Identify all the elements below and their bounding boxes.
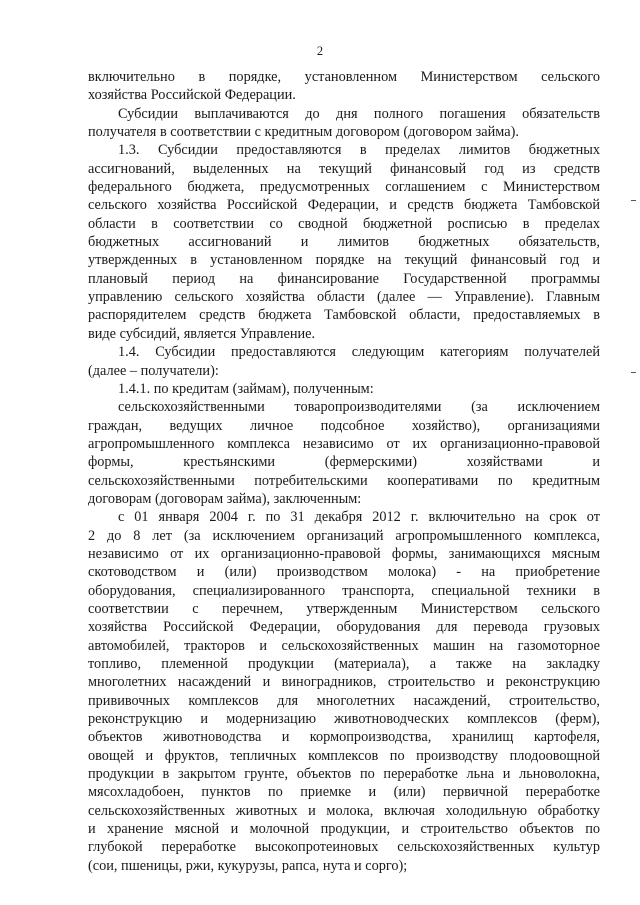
text-line: получателя в соответствии с кредитным договором (договором займа). (88, 124, 519, 141)
text-line: оборудования, специализированного транспорта, специальной техники в (88, 582, 600, 599)
text-line: объектов животноводства и кормопроизводства, хранилищ картофеля, (88, 729, 600, 746)
text-line: сельскохозяйственными товаропроизводителями (за исключением (118, 399, 600, 416)
text-line: сельскохозяйственных животных и молока, включая холодильную обработку (88, 802, 600, 819)
text-line: соответствии с перечнем, утвержденным Министерством сельского (88, 600, 600, 617)
text-line: (далее – получатели): (88, 362, 219, 379)
text-line: утвержденных в установленном порядке на текущий финансовый год и (88, 252, 600, 269)
text-line: 1.4.1. по кредитам (займам), полученным: (118, 380, 374, 397)
body-text (88, 68, 600, 875)
text-line: и хранение мясной и молочной продукции, и строительство объектов по (88, 821, 600, 838)
text-line: бюджетных ассигнований и лимитов бюджетных обязательств, (88, 234, 600, 251)
text-line: скотоводством и (или) производством молока) - на приобретение (88, 564, 600, 581)
text-line: сельского хозяйства Российской Федерации, и средств бюджета Тамбовской (88, 197, 600, 214)
text-line: топливо, племенной продукции (материала), а также на закладку (88, 656, 600, 672)
text-line: плановый период на финансирование Государственной программы (88, 270, 600, 287)
text-line: федерального бюджета, предусмотренных соглашением с Министерством (88, 179, 600, 196)
text-line: включительно в порядке, установленном Министерством сельского (88, 69, 600, 85)
page-number: 2 (316, 44, 324, 58)
text-line: глубокой переработке высокопротеиновых сельскохозяйственных культур (88, 839, 600, 856)
text-line: прививочных комплексов для многолетних насаждений, строительство, (88, 692, 600, 709)
text-line: продукции в закрытом грунте, объектов по переработке льна и льноволокна, (88, 766, 600, 783)
text-line: распорядителем средств бюджета Тамбовской области, предоставляемых в (88, 307, 600, 324)
text-line: овощей и фруктов, тепличных комплексов по производству плодоовощной (88, 747, 600, 764)
text-line: многолетних насаждений и виноградников, строительство и реконструкцию (88, 674, 600, 691)
text-line: виде субсидий, является Управление. (88, 325, 316, 342)
text-line: Субсидии выплачиваются до дня полного погашения обязательств (118, 105, 600, 122)
text-line: независимо от их организационно-правовой формы, занимающихся мясным (88, 545, 600, 562)
text-line: 1.3. Субсидии предоставляются в пределах лимитов бюджетных (118, 142, 600, 159)
scan-edge-mark (631, 372, 636, 373)
text-line: 1.4. Субсидии предоставляются следующим категориям получателей (118, 344, 600, 361)
text-line: граждан, ведущих личное подсобное хозяйство), организациями (88, 417, 600, 434)
text-line: с 01 января 2004 г. по 31 декабря 2012 г. включительно на срок от (118, 509, 600, 526)
text-line: агропромышленного комплекса независимо от их организационно-правовой (88, 435, 600, 452)
text-line: автомобилей, тракторов и сельскохозяйственных машин на газомоторное (88, 637, 600, 654)
text-line: управлению сельского хозяйства области (далее — Управление). Главным (88, 289, 600, 306)
text-line: хозяйства Российской Федерации, оборудования для перевода грузовых (88, 619, 600, 636)
text-line: мясохладобоен, пунктов по приемке и (или) первичной переработке (88, 784, 600, 801)
text-line: хозяйства Российской Федерации. (88, 87, 296, 104)
text-line: (сои, пшеницы, ржи, кукурузы, рапса, нута и сорго); (88, 857, 408, 874)
text-line: формы, крестьянскими (фермерскими) хозяйствами и (88, 454, 600, 471)
text-line: реконструкцию и модернизацию животноводческих комплексов (ферм), (88, 711, 600, 728)
scan-edge-mark (631, 200, 636, 201)
text-line: сельскохозяйственными потребительскими кооперативами по кредитным (88, 472, 600, 489)
text-line: ассигнований, выделенных на текущий финансовый год из средств (88, 160, 600, 177)
text-line: договорам (договорам займа), заключенным: (88, 490, 362, 507)
text-line: области в соответствии со сводной бюджетной росписью в пределах (88, 215, 600, 232)
text-line: 2 до 8 лет (за исключением организаций агропромышленного комплекса, (88, 527, 600, 544)
